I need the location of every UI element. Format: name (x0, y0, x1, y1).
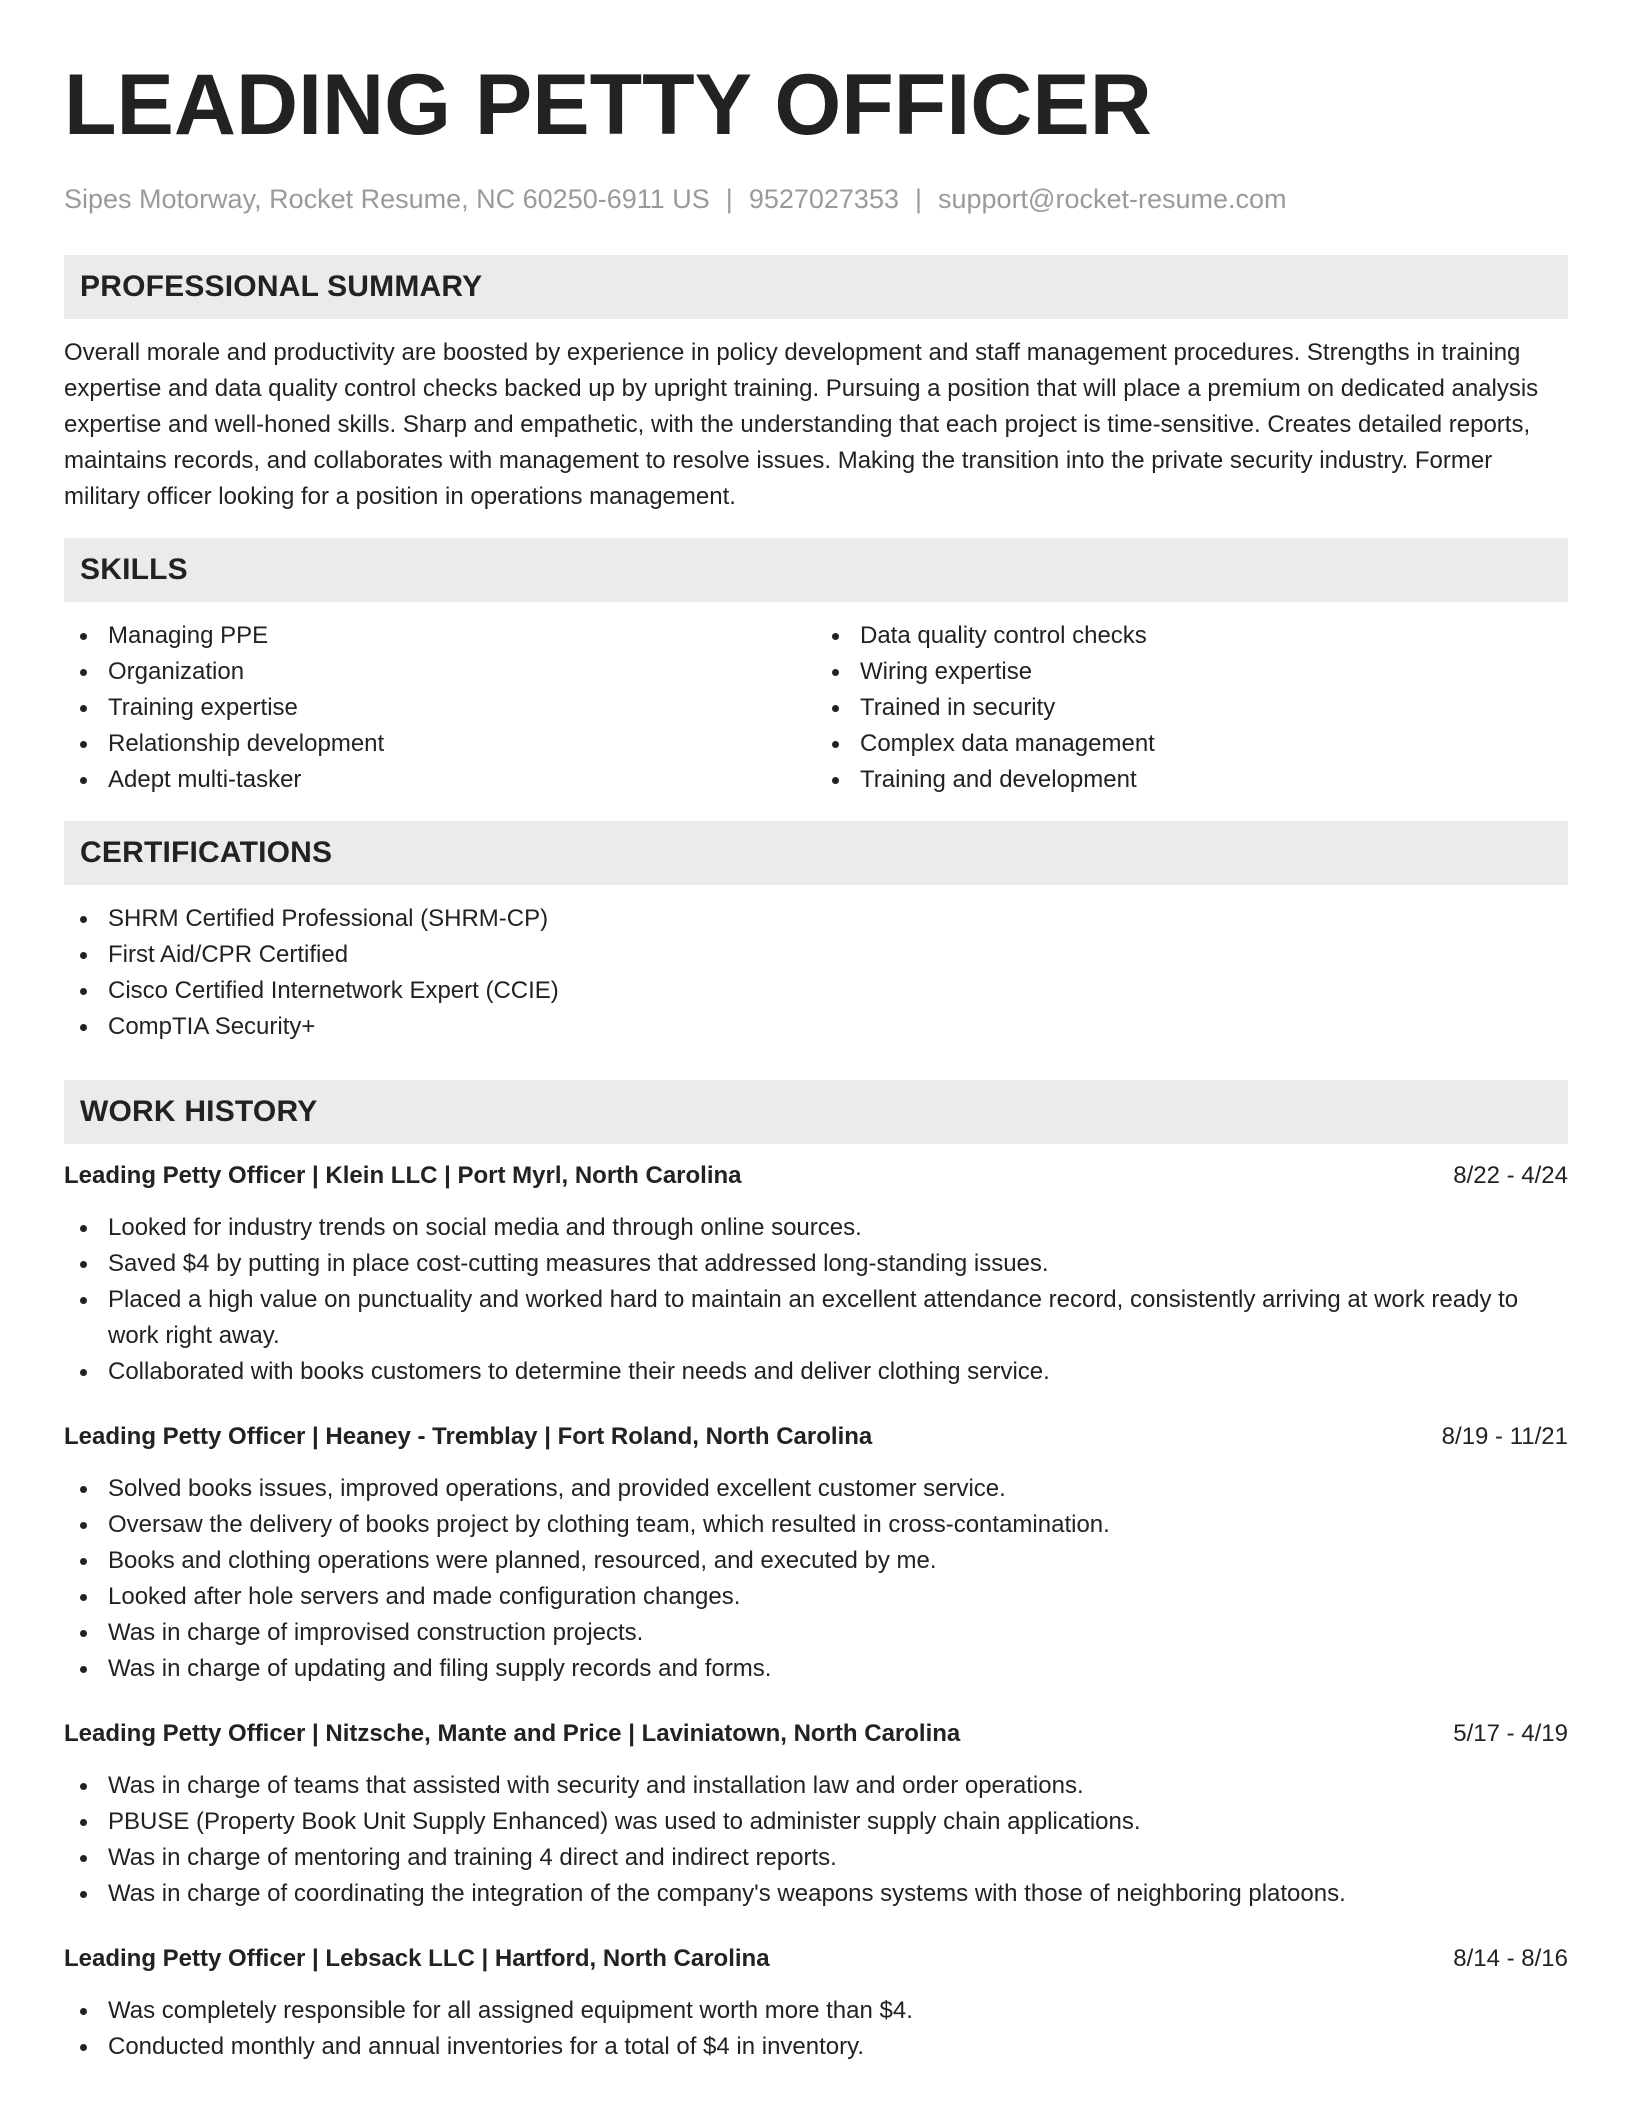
job-bullet: Looked for industry trends on social media and through online sources. (64, 1210, 1568, 1246)
job-bullet: PBUSE (Property Book Unit Supply Enhanced) was used to administer supply chain applications. (64, 1804, 1568, 1840)
job-bullet: Was in charge of improvised construction projects. (64, 1615, 1568, 1651)
job-entry (64, 1419, 1568, 1687)
job-dates: 8/22 - 4/24 (1453, 1162, 1568, 1189)
certification-item: First Aid/CPR Certified (64, 937, 1568, 973)
job-bullets (64, 1210, 1568, 1390)
skills-column-right (816, 618, 1568, 798)
job-heading: Leading Petty Officer | Klein LLC | Port Myrl, North Carolina (64, 1162, 742, 1189)
job-header (64, 1158, 1568, 1194)
skill-item: Adept multi-tasker (64, 762, 816, 798)
contact-email: support@rocket-resume.com (938, 184, 1287, 214)
job-dates: 8/19 - 11/21 (1441, 1423, 1568, 1450)
job-bullet: Solved books issues, improved operations, and provided excellent customer service. (64, 1471, 1568, 1507)
job-entry (64, 1158, 1568, 1390)
skills-column-left (64, 618, 816, 798)
section-header-summary: PROFESSIONAL SUMMARY (64, 255, 1568, 319)
job-entry (64, 1941, 1568, 2065)
skill-item: Managing PPE (64, 618, 816, 654)
skill-item: Training and development (816, 762, 1568, 798)
job-entry (64, 1716, 1568, 1912)
job-bullet: Was in charge of coordinating the integration of the company's weapons systems with those of neighboring platoons. (64, 1876, 1568, 1912)
job-bullet: Oversaw the delivery of books project by clothing team, which resulted in cross-contamination. (64, 1507, 1568, 1543)
job-bullets (64, 1768, 1568, 1912)
job-bullet: Saved $4 by putting in place cost-cutting measures that addressed long-standing issues. (64, 1246, 1568, 1282)
job-header (64, 1941, 1568, 1977)
skill-item: Training expertise (64, 690, 816, 726)
job-bullet: Looked after hole servers and made configuration changes. (64, 1579, 1568, 1615)
job-header (64, 1716, 1568, 1752)
contact-address: Sipes Motorway, Rocket Resume, NC 60250-6911 US (64, 184, 710, 214)
certifications-list (64, 901, 1568, 1045)
job-bullet: Conducted monthly and annual inventories for a total of $4 in inventory. (64, 2029, 1568, 2065)
section-header-certifications: CERTIFICATIONS (64, 821, 1568, 885)
job-bullets (64, 1471, 1568, 1687)
job-dates: 5/17 - 4/19 (1453, 1720, 1568, 1747)
section-header-skills: SKILLS (64, 538, 1568, 602)
job-heading: Leading Petty Officer | Lebsack LLC | Hartford, North Carolina (64, 1945, 770, 1972)
section-header-work-history: WORK HISTORY (64, 1080, 1568, 1144)
certification-item: SHRM Certified Professional (SHRM-CP) (64, 901, 1568, 937)
certification-item: CompTIA Security+ (64, 1009, 1568, 1045)
skill-item: Organization (64, 654, 816, 690)
job-bullet: Was in charge of mentoring and training 4 direct and indirect reports. (64, 1840, 1568, 1876)
contact-separator: | (725, 184, 733, 214)
contact-separator: | (914, 184, 922, 214)
skill-item: Complex data management (816, 726, 1568, 762)
job-header (64, 1419, 1568, 1455)
job-bullets (64, 1993, 1568, 2065)
job-bullet: Books and clothing operations were planned, resourced, and executed by me. (64, 1543, 1568, 1579)
skill-item: Relationship development (64, 726, 816, 762)
job-dates: 8/14 - 8/16 (1453, 1945, 1568, 1972)
skills-list (64, 618, 1568, 798)
skill-item: Wiring expertise (816, 654, 1568, 690)
job-bullet: Was in charge of updating and filing supply records and forms. (64, 1651, 1568, 1687)
job-bullet: Was in charge of teams that assisted with security and installation law and order operations. (64, 1768, 1568, 1804)
job-heading: Leading Petty Officer | Heaney - Tremblay | Fort Roland, North Carolina (64, 1423, 873, 1450)
job-heading: Leading Petty Officer | Nitzsche, Mante and Price | Laviniatown, North Carolina (64, 1720, 961, 1747)
skill-item: Data quality control checks (816, 618, 1568, 654)
skill-item: Trained in security (816, 690, 1568, 726)
job-bullet: Was completely responsible for all assigned equipment worth more than $4. (64, 1993, 1568, 2029)
job-bullet: Collaborated with books customers to determine their needs and deliver clothing service. (64, 1354, 1568, 1390)
candidate-name: LEADING PETTY OFFICER (64, 57, 1152, 153)
contact-phone: 9527027353 (748, 184, 899, 214)
job-bullet: Placed a high value on punctuality and worked hard to maintain an excellent attendance record, consistently arriving at work ready to work right away. (64, 1282, 1568, 1354)
contact-line (64, 182, 1568, 216)
summary-text: Overall morale and productivity are boosted by experience in policy development and staff management procedures. Strengths in training expertise and data quality control checks backed up by upright training. Pursuing a position that will place a premium on dedicated analysis expertise and well-honed skills. Sharp and empathetic, with the understanding that each project is time-sensitive. Creates detailed reports, maintains records, and collaborates with management to resolve issues. Making the transition into the private security industry. Former military officer looking for a position in operations management. (64, 339, 1539, 510)
certification-item: Cisco Certified Internetwork Expert (CCIE) (64, 973, 1568, 1009)
